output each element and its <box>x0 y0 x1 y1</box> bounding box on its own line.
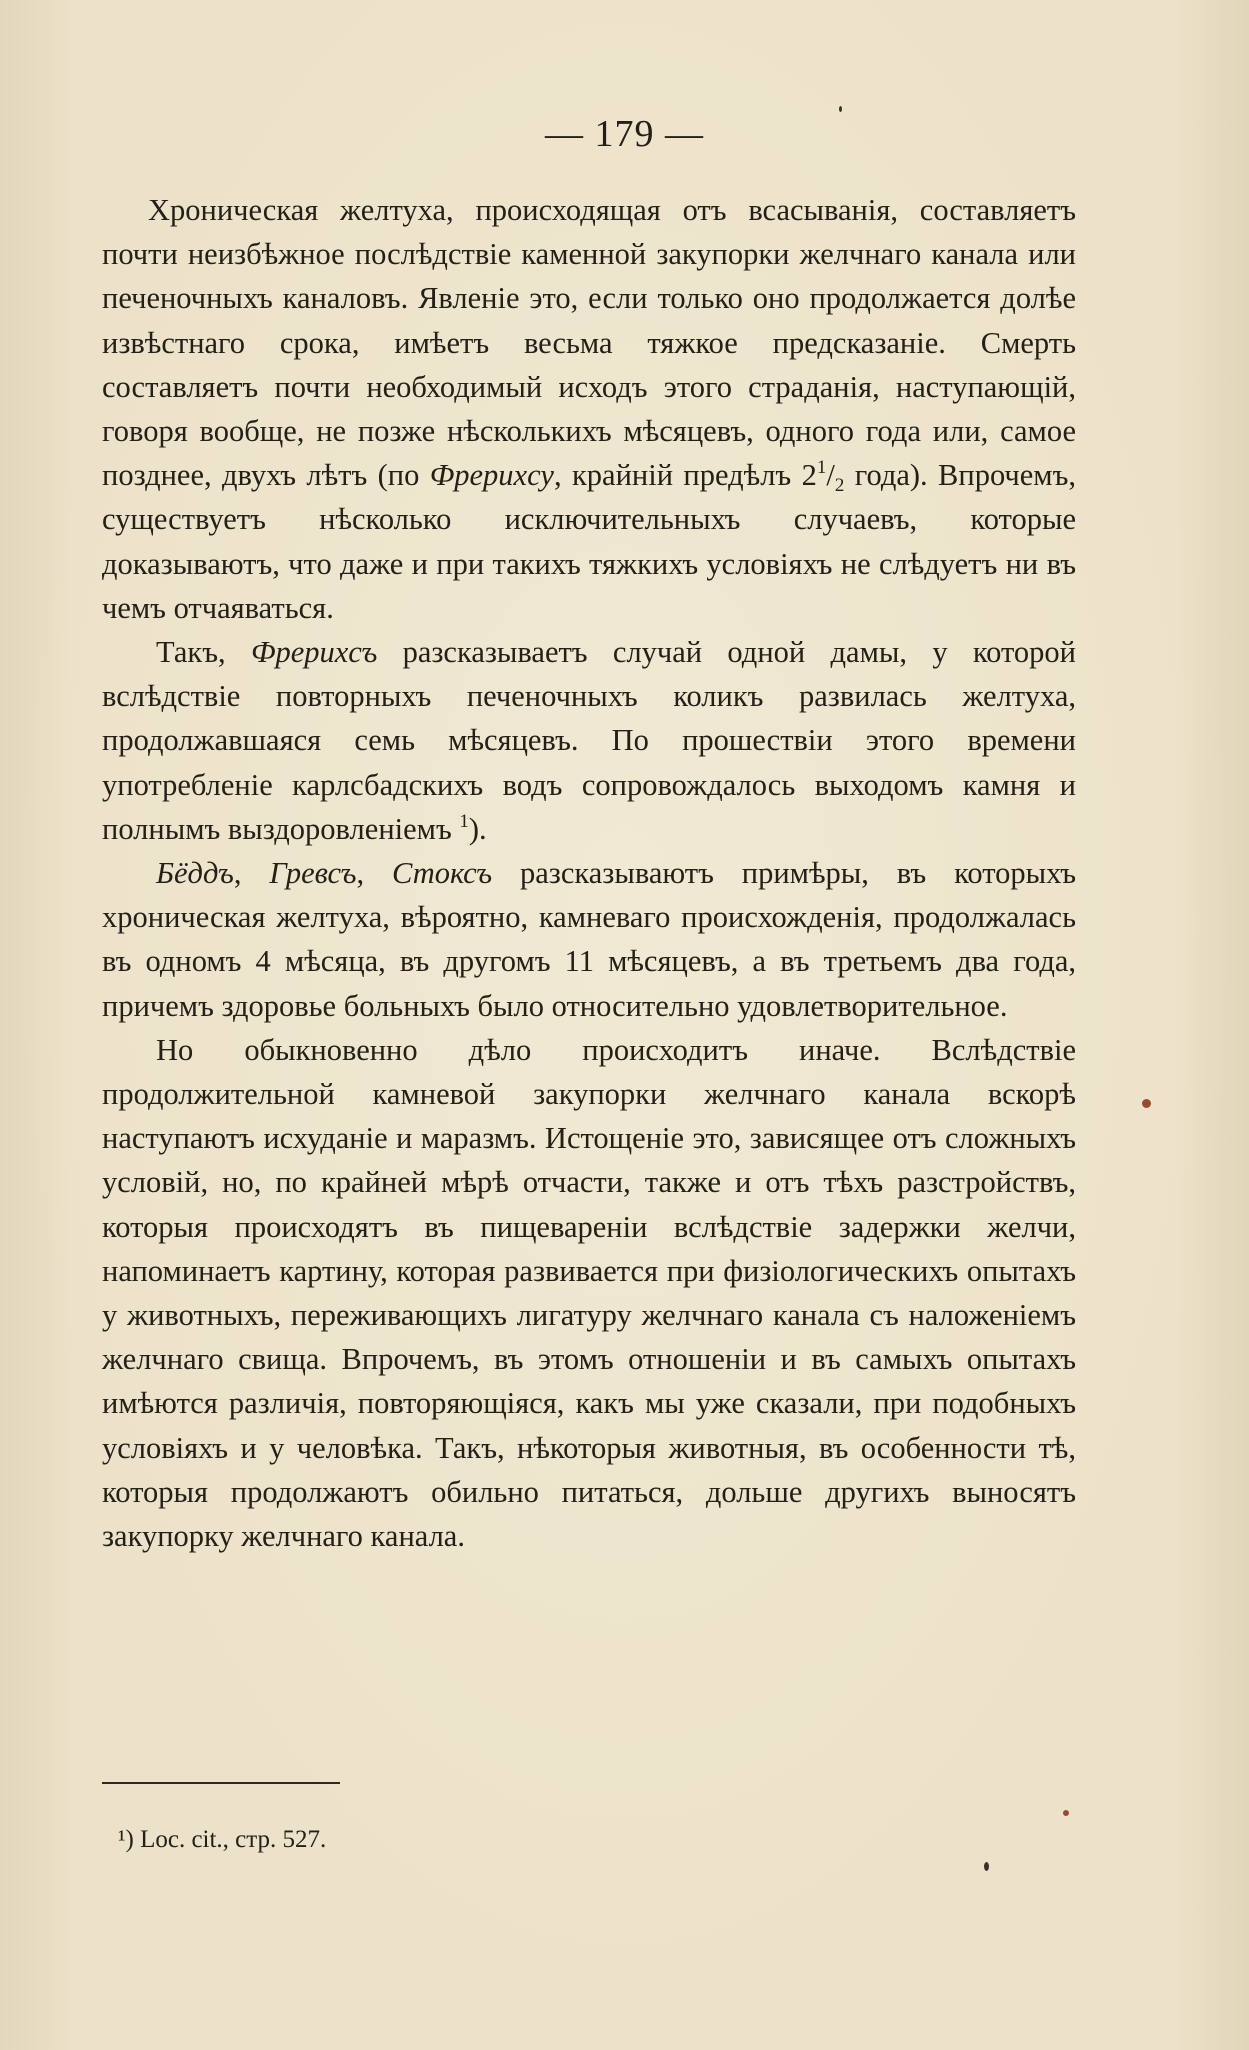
paragraph-text: , крайній предѣлъ 2 <box>553 458 817 493</box>
author-name: Стоксъ <box>391 856 493 891</box>
page-number: — 179 — <box>545 113 704 155</box>
ink-speck <box>1142 1099 1151 1108</box>
ink-speck <box>1063 1810 1069 1816</box>
paragraph-2 <box>102 630 1076 851</box>
ink-speck <box>839 106 842 112</box>
author-name: Фрериxсъ <box>250 635 378 670</box>
footnote <box>118 1822 326 1858</box>
author-name: Гревсъ <box>269 856 357 891</box>
ink-speck <box>984 1862 989 1871</box>
paragraph-text: Такъ, <box>156 635 251 670</box>
paragraph-1 <box>102 188 1076 630</box>
footnote-divider <box>102 1782 340 1784</box>
fraction-numerator: 1 <box>816 457 827 479</box>
paragraph-text: Хроническая желтуха, происходящая отъ всасыванія, составляетъ почти неизбѣжное послѣдствіе каменной закупорки желчнаго канала или печеночныхъ каналовъ. Явленіе это, если только оно продолжается долѣе извѣстнаго срока, имѣетъ весьма тяжкое предсказаніе. Смерть составляетъ почти необходимый исходъ этого страданія, наступающій, говоря вообще, не позже нѣсколькихъ мѣсяцевъ, одного года или, самое позднее, двухъ лѣтъ (по <box>102 193 1076 493</box>
paragraph-text: разсказываетъ случай одной дамы, у которой вслѣдствіе повторныхъ печеночныхъ коликъ развилась желтуха, продолжавшаяся семь мѣсяцевъ. По прошествіи этого времени употребленіе карлсбадскихъ водъ сопровождалось выходомъ камня и полнымъ выздоровленіемъ <box>102 635 1077 846</box>
fraction-denominator: 2 <box>834 475 845 497</box>
separator: , <box>233 856 270 891</box>
footnote-text: Loc. cit., стр. 527. <box>133 1826 327 1853</box>
author-name: Фрериxсу <box>429 458 554 493</box>
paragraph-4 <box>102 1028 1076 1558</box>
separator: , <box>356 856 392 891</box>
footnote-reference: 1 <box>459 810 469 832</box>
paragraph-text: разсказываютъ примѣры, въ которыхъ хроническая желтуха, вѣроятно, камневаго происхожденія, продолжалась въ одномъ 4 мѣсяца, въ другомъ 11 мѣсяцевъ, а въ третьемъ два года, причемъ здоровье больныхъ было относительно удовлетворительное. <box>102 856 1076 1023</box>
paragraph-text: Но обыкновенно дѣло происходитъ иначе. Вслѣдствіе продолжительной камневой закупорки желчнаго канала вскорѣ наступаютъ исхуданіе и маразмъ. Истощеніе это, зависящее отъ сложныхъ условій, но, по крайней мѣрѣ отчасти, также и отъ тѣхъ разстройствъ, которыя происходятъ въ пищевареніи вслѣдствіе задержки желчи, напоминаетъ картину, которая развивается при физіологическихъ опытахъ у животныхъ, переживающихъ лигатуру желчнаго канала съ наложеніемъ желчнаго свища. Впрочемъ, въ этомъ отношеніи и въ самыхъ опытахъ имѣются различія, повторяющіяся, какъ мы уже сказали, при подобныхъ условіяхъ и у человѣка. Такъ, нѣкоторыя животныя, въ особенности тѣ, которыя продолжаютъ обильно питаться, дольше другихъ выносятъ закупорку желчнаго канала. <box>102 1032 1076 1554</box>
paragraph-text: года). Впрочемъ, существуетъ нѣсколько исключительныхъ случаевъ, которые доказываютъ, что даже и при такихъ тяжкихъ условіяхъ не слѣдуетъ ни въ чемъ отчаяваться. <box>102 458 1076 625</box>
paragraph-3 <box>102 851 1076 1028</box>
body-text <box>102 188 1076 1558</box>
footnote-mark: ¹) <box>118 1826 134 1853</box>
fraction-separator: / <box>826 458 835 493</box>
paragraph-text: ). <box>468 811 487 846</box>
author-name: Бёддъ <box>156 856 234 891</box>
